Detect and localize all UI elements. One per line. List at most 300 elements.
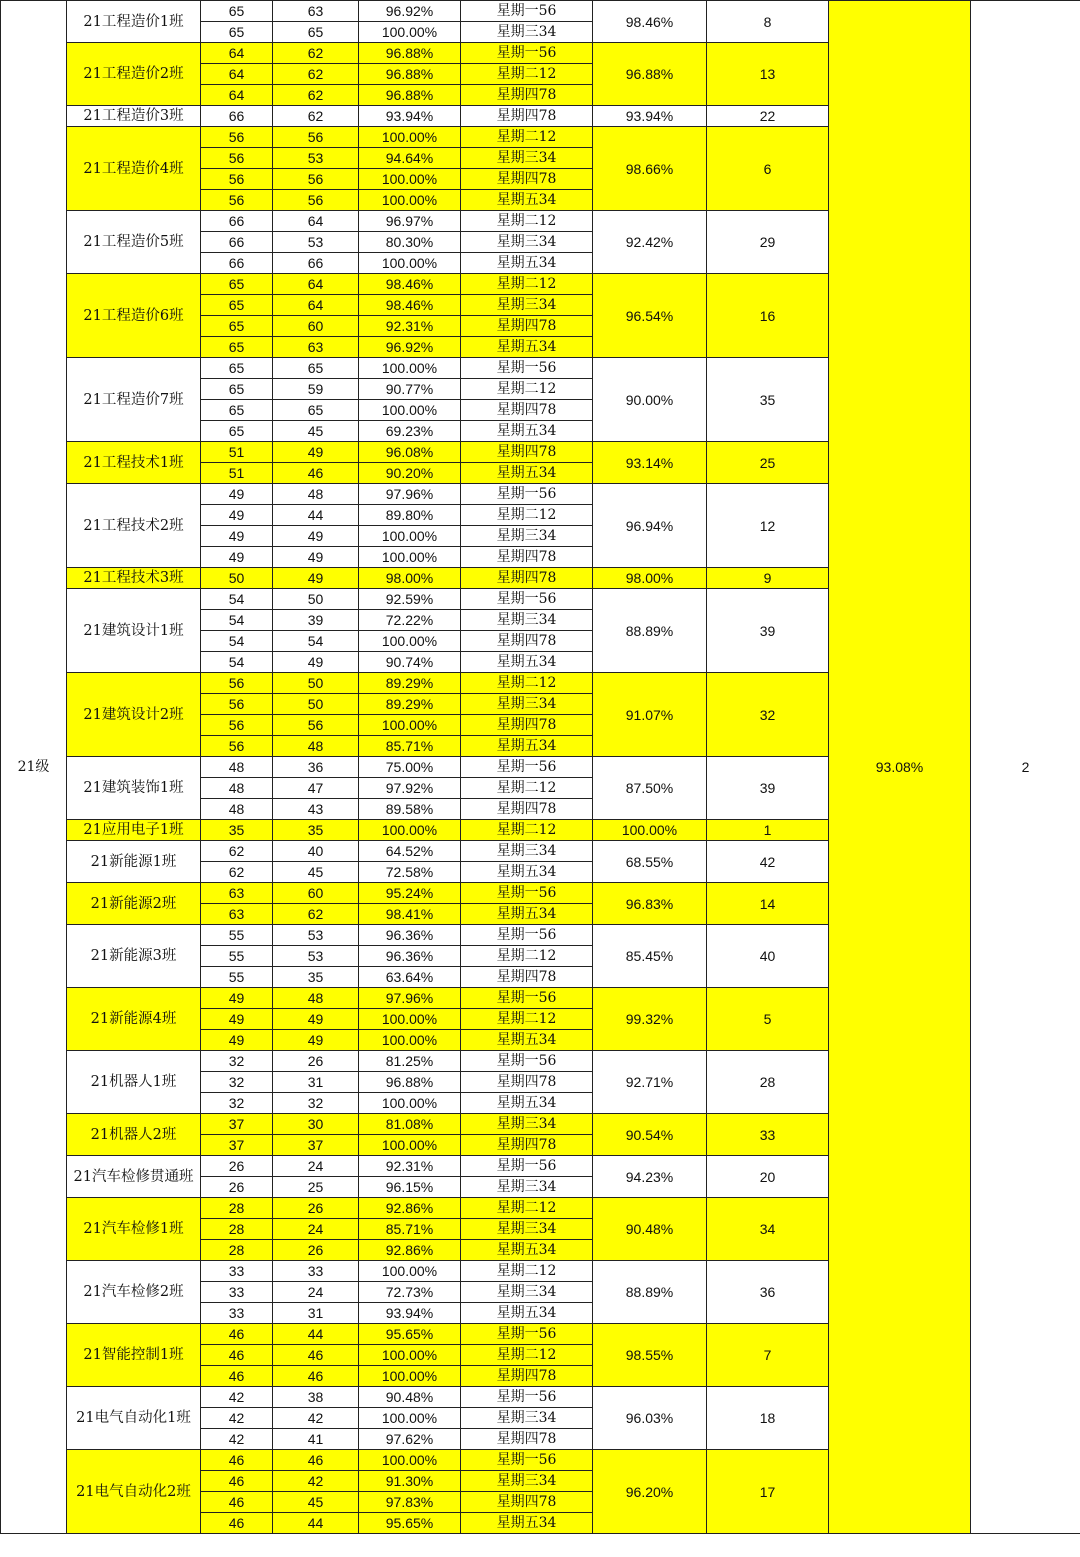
session-cell: 星期二12: [461, 64, 593, 85]
enrolled-count-cell: 65: [201, 421, 273, 442]
enrolled-count-cell: 26: [201, 1156, 273, 1177]
enrolled-count-cell: 56: [201, 736, 273, 757]
attendance-rate-cell: 100.00%: [359, 1408, 461, 1429]
present-count-cell: 53: [273, 232, 359, 253]
grade-rate-cell: 93.08%: [829, 1, 971, 1534]
grade-rank-cell: 2: [971, 1, 1080, 1534]
session-cell: 星期四78: [461, 568, 593, 589]
present-count-cell: 24: [273, 1156, 359, 1177]
enrolled-count-cell: 49: [201, 988, 273, 1009]
attendance-rate-cell: 85.71%: [359, 736, 461, 757]
present-count-cell: 50: [273, 589, 359, 610]
present-count-cell: 62: [273, 85, 359, 106]
attendance-rate-cell: 100.00%: [359, 1345, 461, 1366]
session-cell: 星期二12: [461, 211, 593, 232]
class-rate-cell: 88.89%: [593, 1261, 707, 1324]
present-count-cell: 31: [273, 1072, 359, 1093]
class-rank-cell: 29: [707, 211, 829, 274]
class-name-cell: 21工程造价5班: [67, 211, 201, 274]
enrolled-count-cell: 56: [201, 148, 273, 169]
present-count-cell: 33: [273, 1261, 359, 1282]
present-count-cell: 44: [273, 1513, 359, 1534]
session-cell: 星期二12: [461, 778, 593, 799]
attendance-rate-cell: 94.64%: [359, 148, 461, 169]
enrolled-count-cell: 54: [201, 610, 273, 631]
enrolled-count-cell: 48: [201, 778, 273, 799]
attendance-rate-cell: 85.71%: [359, 1219, 461, 1240]
class-rate-cell: 90.54%: [593, 1114, 707, 1156]
enrolled-count-cell: 46: [201, 1513, 273, 1534]
enrolled-count-cell: 65: [201, 316, 273, 337]
session-cell: 星期二12: [461, 1009, 593, 1030]
attendance-rate-cell: 100.00%: [359, 190, 461, 211]
enrolled-count-cell: 62: [201, 862, 273, 883]
class-rank-cell: 35: [707, 358, 829, 442]
present-count-cell: 62: [273, 64, 359, 85]
attendance-rate-cell: 90.74%: [359, 652, 461, 673]
enrolled-count-cell: 28: [201, 1219, 273, 1240]
enrolled-count-cell: 28: [201, 1198, 273, 1219]
class-rate-cell: 87.50%: [593, 757, 707, 820]
enrolled-count-cell: 32: [201, 1051, 273, 1072]
session-cell: 星期一56: [461, 1051, 593, 1072]
class-rank-cell: 25: [707, 442, 829, 484]
class-name-cell: 21工程造价6班: [67, 274, 201, 358]
present-count-cell: 46: [273, 463, 359, 484]
class-rank-cell: 1: [707, 820, 829, 841]
session-cell: 星期一56: [461, 358, 593, 379]
session-cell: 星期二12: [461, 946, 593, 967]
enrolled-count-cell: 49: [201, 1030, 273, 1051]
session-cell: 星期三34: [461, 148, 593, 169]
attendance-rate-cell: 98.00%: [359, 568, 461, 589]
enrolled-count-cell: 55: [201, 946, 273, 967]
class-rank-cell: 42: [707, 841, 829, 883]
attendance-rate-cell: 80.30%: [359, 232, 461, 253]
present-count-cell: 49: [273, 652, 359, 673]
session-cell: 星期四78: [461, 316, 593, 337]
session-cell: 星期一56: [461, 883, 593, 904]
session-cell: 星期五34: [461, 1030, 593, 1051]
attendance-rate-cell: 100.00%: [359, 1009, 461, 1030]
class-rank-cell: 33: [707, 1114, 829, 1156]
present-count-cell: 60: [273, 316, 359, 337]
present-count-cell: 62: [273, 106, 359, 127]
enrolled-count-cell: 65: [201, 22, 273, 43]
session-cell: 星期二12: [461, 127, 593, 148]
enrolled-count-cell: 49: [201, 484, 273, 505]
attendance-rate-cell: 92.86%: [359, 1240, 461, 1261]
session-cell: 星期五34: [461, 253, 593, 274]
class-name-cell: 21建筑设计1班: [67, 589, 201, 673]
enrolled-count-cell: 65: [201, 400, 273, 421]
enrolled-count-cell: 56: [201, 169, 273, 190]
session-cell: 星期一56: [461, 988, 593, 1009]
class-rank-cell: 28: [707, 1051, 829, 1114]
attendance-rate-cell: 89.29%: [359, 673, 461, 694]
enrolled-count-cell: 32: [201, 1093, 273, 1114]
present-count-cell: 44: [273, 505, 359, 526]
attendance-rate-cell: 97.83%: [359, 1492, 461, 1513]
present-count-cell: 59: [273, 379, 359, 400]
enrolled-count-cell: 65: [201, 337, 273, 358]
session-cell: 星期四78: [461, 1492, 593, 1513]
session-cell: 星期四78: [461, 799, 593, 820]
attendance-rate-cell: 100.00%: [359, 547, 461, 568]
class-name-cell: 21新能源1班: [67, 841, 201, 883]
attendance-rate-cell: 100.00%: [359, 169, 461, 190]
attendance-rate-cell: 98.46%: [359, 295, 461, 316]
present-count-cell: 63: [273, 1, 359, 22]
session-cell: 星期四78: [461, 1072, 593, 1093]
enrolled-count-cell: 56: [201, 673, 273, 694]
enrolled-count-cell: 55: [201, 967, 273, 988]
attendance-rate-cell: 75.00%: [359, 757, 461, 778]
present-count-cell: 47: [273, 778, 359, 799]
present-count-cell: 24: [273, 1282, 359, 1303]
enrolled-count-cell: 66: [201, 232, 273, 253]
present-count-cell: 36: [273, 757, 359, 778]
session-cell: 星期四78: [461, 400, 593, 421]
class-rank-cell: 34: [707, 1198, 829, 1261]
present-count-cell: 45: [273, 1492, 359, 1513]
class-rank-cell: 13: [707, 43, 829, 106]
present-count-cell: 62: [273, 43, 359, 64]
class-rate-cell: 91.07%: [593, 673, 707, 757]
enrolled-count-cell: 33: [201, 1303, 273, 1324]
attendance-rate-cell: 96.08%: [359, 442, 461, 463]
session-cell: 星期三34: [461, 22, 593, 43]
class-rate-cell: 88.89%: [593, 589, 707, 673]
class-name-cell: 21工程技术2班: [67, 484, 201, 568]
session-cell: 星期三34: [461, 1471, 593, 1492]
enrolled-count-cell: 35: [201, 820, 273, 841]
class-rate-cell: 92.71%: [593, 1051, 707, 1114]
class-rank-cell: 40: [707, 925, 829, 988]
session-cell: 星期一56: [461, 1156, 593, 1177]
attendance-rate-cell: 96.36%: [359, 925, 461, 946]
class-name-cell: 21工程造价4班: [67, 127, 201, 211]
attendance-rate-cell: 93.94%: [359, 1303, 461, 1324]
attendance-rate-cell: 100.00%: [359, 1135, 461, 1156]
session-cell: 星期五34: [461, 190, 593, 211]
class-rate-cell: 93.14%: [593, 442, 707, 484]
present-count-cell: 49: [273, 526, 359, 547]
enrolled-count-cell: 51: [201, 463, 273, 484]
session-cell: 星期四78: [461, 1429, 593, 1450]
session-cell: 星期一56: [461, 484, 593, 505]
class-name-cell: 21新能源3班: [67, 925, 201, 988]
present-count-cell: 24: [273, 1219, 359, 1240]
class-rate-cell: 96.54%: [593, 274, 707, 358]
present-count-cell: 46: [273, 1366, 359, 1387]
session-cell: 星期五34: [461, 1303, 593, 1324]
session-cell: 星期五34: [461, 337, 593, 358]
class-rank-cell: 9: [707, 568, 829, 589]
class-name-cell: 21机器人1班: [67, 1051, 201, 1114]
class-rank-cell: 8: [707, 1, 829, 43]
enrolled-count-cell: 49: [201, 505, 273, 526]
present-count-cell: 49: [273, 442, 359, 463]
present-count-cell: 44: [273, 1324, 359, 1345]
enrolled-count-cell: 54: [201, 631, 273, 652]
class-rank-cell: 39: [707, 589, 829, 673]
attendance-rate-cell: 97.96%: [359, 484, 461, 505]
attendance-rate-cell: 100.00%: [359, 127, 461, 148]
class-rate-cell: 98.00%: [593, 568, 707, 589]
present-count-cell: 45: [273, 421, 359, 442]
class-name-cell: 21机器人2班: [67, 1114, 201, 1156]
enrolled-count-cell: 66: [201, 253, 273, 274]
attendance-rate-cell: 91.30%: [359, 1471, 461, 1492]
session-cell: 星期四78: [461, 547, 593, 568]
session-cell: 星期一56: [461, 757, 593, 778]
session-cell: 星期二12: [461, 673, 593, 694]
class-rate-cell: 96.83%: [593, 883, 707, 925]
class-rate-cell: 98.46%: [593, 1, 707, 43]
present-count-cell: 43: [273, 799, 359, 820]
enrolled-count-cell: 28: [201, 1240, 273, 1261]
session-cell: 星期四78: [461, 1135, 593, 1156]
present-count-cell: 53: [273, 925, 359, 946]
session-cell: 星期五34: [461, 904, 593, 925]
class-rank-cell: 32: [707, 673, 829, 757]
session-cell: 星期四78: [461, 715, 593, 736]
grade-cell: 21级: [1, 1, 67, 1534]
present-count-cell: 60: [273, 883, 359, 904]
attendance-rate-cell: 100.00%: [359, 1093, 461, 1114]
present-count-cell: 65: [273, 400, 359, 421]
present-count-cell: 56: [273, 169, 359, 190]
class-rate-cell: 96.88%: [593, 43, 707, 106]
session-cell: 星期二12: [461, 1198, 593, 1219]
session-cell: 星期五34: [461, 1093, 593, 1114]
present-count-cell: 26: [273, 1198, 359, 1219]
present-count-cell: 26: [273, 1240, 359, 1261]
class-name-cell: 21建筑装饰1班: [67, 757, 201, 820]
session-cell: 星期二12: [461, 505, 593, 526]
class-rate-cell: 96.20%: [593, 1450, 707, 1534]
attendance-rate-cell: 64.52%: [359, 841, 461, 862]
attendance-rate-cell: 92.59%: [359, 589, 461, 610]
class-rate-cell: 90.48%: [593, 1198, 707, 1261]
enrolled-count-cell: 65: [201, 1, 273, 22]
enrolled-count-cell: 46: [201, 1345, 273, 1366]
attendance-rate-cell: 100.00%: [359, 358, 461, 379]
enrolled-count-cell: 32: [201, 1072, 273, 1093]
present-count-cell: 25: [273, 1177, 359, 1198]
present-count-cell: 64: [273, 274, 359, 295]
table-body: [1, 1, 1080, 1534]
class-rank-cell: 20: [707, 1156, 829, 1198]
class-name-cell: 21电气自动化2班: [67, 1450, 201, 1534]
session-cell: 星期二12: [461, 1261, 593, 1282]
class-rank-cell: 17: [707, 1450, 829, 1534]
enrolled-count-cell: 65: [201, 274, 273, 295]
present-count-cell: 42: [273, 1471, 359, 1492]
present-count-cell: 49: [273, 1030, 359, 1051]
session-cell: 星期四78: [461, 106, 593, 127]
attendance-rate-cell: 69.23%: [359, 421, 461, 442]
present-count-cell: 46: [273, 1450, 359, 1471]
enrolled-count-cell: 56: [201, 190, 273, 211]
attendance-rate-cell: 96.92%: [359, 337, 461, 358]
attendance-rate-cell: 92.31%: [359, 316, 461, 337]
session-cell: 星期一56: [461, 1, 593, 22]
session-cell: 星期三34: [461, 841, 593, 862]
attendance-rate-cell: 100.00%: [359, 1261, 461, 1282]
enrolled-count-cell: 56: [201, 694, 273, 715]
present-count-cell: 41: [273, 1429, 359, 1450]
attendance-rate-cell: 95.24%: [359, 883, 461, 904]
attendance-rate-cell: 97.92%: [359, 778, 461, 799]
class-rank-cell: 5: [707, 988, 829, 1051]
present-count-cell: 49: [273, 547, 359, 568]
present-count-cell: 49: [273, 568, 359, 589]
enrolled-count-cell: 49: [201, 547, 273, 568]
enrolled-count-cell: 64: [201, 43, 273, 64]
attendance-rate-cell: 81.08%: [359, 1114, 461, 1135]
present-count-cell: 38: [273, 1387, 359, 1408]
class-rate-cell: 85.45%: [593, 925, 707, 988]
attendance-rate-cell: 72.22%: [359, 610, 461, 631]
present-count-cell: 30: [273, 1114, 359, 1135]
session-cell: 星期三34: [461, 1282, 593, 1303]
attendance-rate-cell: 100.00%: [359, 253, 461, 274]
present-count-cell: 46: [273, 1345, 359, 1366]
enrolled-count-cell: 46: [201, 1324, 273, 1345]
attendance-rate-cell: 95.65%: [359, 1513, 461, 1534]
session-cell: 星期四78: [461, 85, 593, 106]
present-count-cell: 35: [273, 820, 359, 841]
table-row: [1, 1, 1080, 22]
attendance-rate-cell: 98.46%: [359, 274, 461, 295]
present-count-cell: 64: [273, 295, 359, 316]
class-name-cell: 21工程造价2班: [67, 43, 201, 106]
class-rank-cell: 7: [707, 1324, 829, 1387]
attendance-rate-cell: 100.00%: [359, 526, 461, 547]
class-rank-cell: 14: [707, 883, 829, 925]
session-cell: 星期三34: [461, 295, 593, 316]
present-count-cell: 48: [273, 988, 359, 1009]
attendance-rate-cell: 81.25%: [359, 1051, 461, 1072]
session-cell: 星期一56: [461, 1450, 593, 1471]
attendance-rate-cell: 90.20%: [359, 463, 461, 484]
present-count-cell: 49: [273, 1009, 359, 1030]
class-name-cell: 21新能源2班: [67, 883, 201, 925]
attendance-rate-cell: 96.88%: [359, 1072, 461, 1093]
class-name-cell: 21建筑设计2班: [67, 673, 201, 757]
class-name-cell: 21汽车检修2班: [67, 1261, 201, 1324]
class-name-cell: 21工程技术3班: [67, 568, 201, 589]
session-cell: 星期二12: [461, 379, 593, 400]
enrolled-count-cell: 65: [201, 358, 273, 379]
enrolled-count-cell: 49: [201, 526, 273, 547]
present-count-cell: 37: [273, 1135, 359, 1156]
enrolled-count-cell: 64: [201, 85, 273, 106]
session-cell: 星期五34: [461, 862, 593, 883]
present-count-cell: 65: [273, 358, 359, 379]
enrolled-count-cell: 26: [201, 1177, 273, 1198]
session-cell: 星期三34: [461, 1177, 593, 1198]
attendance-rate-cell: 96.88%: [359, 43, 461, 64]
present-count-cell: 26: [273, 1051, 359, 1072]
session-cell: 星期一56: [461, 589, 593, 610]
attendance-rate-cell: 90.48%: [359, 1387, 461, 1408]
present-count-cell: 40: [273, 841, 359, 862]
attendance-rate-cell: 96.36%: [359, 946, 461, 967]
attendance-rate-cell: 90.77%: [359, 379, 461, 400]
class-rate-cell: 99.32%: [593, 988, 707, 1051]
session-cell: 星期三34: [461, 610, 593, 631]
class-rate-cell: 100.00%: [593, 820, 707, 841]
enrolled-count-cell: 42: [201, 1387, 273, 1408]
attendance-rate-cell: 72.58%: [359, 862, 461, 883]
class-rank-cell: 16: [707, 274, 829, 358]
session-cell: 星期四78: [461, 967, 593, 988]
enrolled-count-cell: 46: [201, 1492, 273, 1513]
enrolled-count-cell: 51: [201, 442, 273, 463]
attendance-rate-cell: 100.00%: [359, 715, 461, 736]
session-cell: 星期一56: [461, 1387, 593, 1408]
present-count-cell: 64: [273, 211, 359, 232]
enrolled-count-cell: 66: [201, 211, 273, 232]
present-count-cell: 66: [273, 253, 359, 274]
present-count-cell: 56: [273, 127, 359, 148]
enrolled-count-cell: 42: [201, 1408, 273, 1429]
enrolled-count-cell: 33: [201, 1261, 273, 1282]
session-cell: 星期五34: [461, 736, 593, 757]
session-cell: 星期三34: [461, 526, 593, 547]
class-rank-cell: 12: [707, 484, 829, 568]
class-name-cell: 21工程技术1班: [67, 442, 201, 484]
attendance-rate-cell: 96.88%: [359, 64, 461, 85]
attendance-rate-cell: 97.62%: [359, 1429, 461, 1450]
session-cell: 星期一56: [461, 43, 593, 64]
attendance-rate-cell: 97.96%: [359, 988, 461, 1009]
attendance-rate-cell: 63.64%: [359, 967, 461, 988]
enrolled-count-cell: 64: [201, 64, 273, 85]
present-count-cell: 35: [273, 967, 359, 988]
session-cell: 星期四78: [461, 631, 593, 652]
enrolled-count-cell: 63: [201, 883, 273, 904]
attendance-rate-cell: 96.88%: [359, 85, 461, 106]
enrolled-count-cell: 50: [201, 568, 273, 589]
attendance-rate-cell: 72.73%: [359, 1282, 461, 1303]
class-name-cell: 21应用电子1班: [67, 820, 201, 841]
enrolled-count-cell: 55: [201, 925, 273, 946]
present-count-cell: 32: [273, 1093, 359, 1114]
present-count-cell: 39: [273, 610, 359, 631]
attendance-rate-cell: 96.97%: [359, 211, 461, 232]
enrolled-count-cell: 65: [201, 295, 273, 316]
enrolled-count-cell: 46: [201, 1450, 273, 1471]
present-count-cell: 48: [273, 484, 359, 505]
session-cell: 星期四78: [461, 442, 593, 463]
class-rate-cell: 93.94%: [593, 106, 707, 127]
enrolled-count-cell: 37: [201, 1135, 273, 1156]
session-cell: 星期二12: [461, 1345, 593, 1366]
attendance-rate-cell: 98.41%: [359, 904, 461, 925]
attendance-rate-cell: 100.00%: [359, 820, 461, 841]
enrolled-count-cell: 54: [201, 652, 273, 673]
session-cell: 星期五34: [461, 463, 593, 484]
class-rate-cell: 98.66%: [593, 127, 707, 211]
class-rate-cell: 68.55%: [593, 841, 707, 883]
class-name-cell: 21工程造价7班: [67, 358, 201, 442]
attendance-rate-cell: 100.00%: [359, 1030, 461, 1051]
session-cell: 星期五34: [461, 421, 593, 442]
